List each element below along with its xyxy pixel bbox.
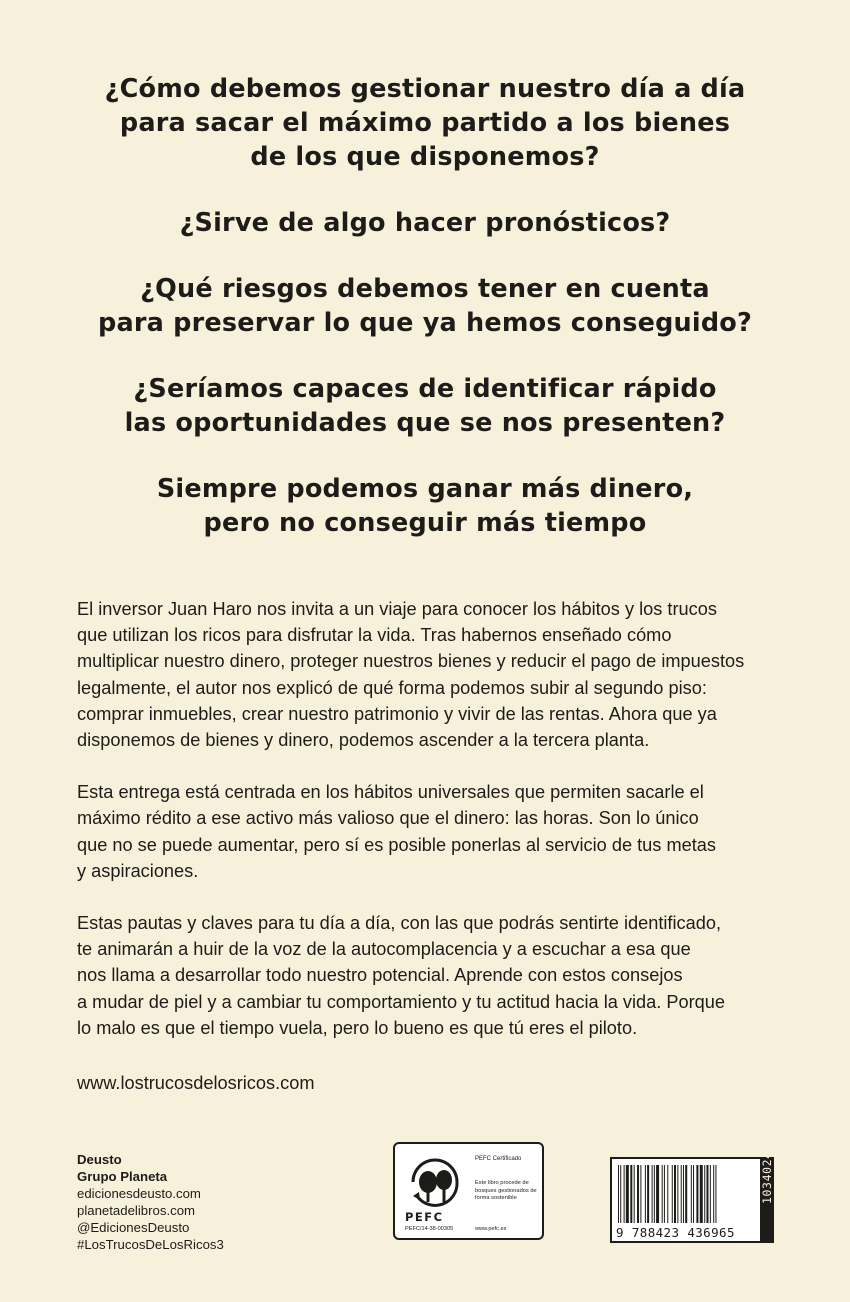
question-4 bbox=[0, 372, 850, 440]
question-line: para preservar lo que ya hemos conseguido? bbox=[98, 308, 752, 338]
pefc-trees-icon bbox=[403, 1152, 467, 1210]
isbn-barcode bbox=[610, 1157, 774, 1243]
barcode-bar bbox=[647, 1165, 649, 1223]
question-line: las oportunidades que se nos presenten? bbox=[124, 408, 726, 438]
tagline-line: Siempre podemos ganar más dinero, bbox=[156, 474, 694, 504]
text-line: El inversor Juan Haro nos invita a un viaje para conocer los hábitos y los trucos bbox=[77, 599, 717, 619]
publisher-block bbox=[77, 1151, 224, 1253]
barcode-bar bbox=[693, 1165, 694, 1223]
barcode-bar bbox=[667, 1165, 668, 1223]
barcode-bar bbox=[677, 1165, 678, 1223]
question-line: ¿Qué riesgos debemos tener en cuenta bbox=[140, 274, 710, 304]
barcode-bar bbox=[710, 1165, 711, 1223]
pefc-wordmark: PEFC bbox=[405, 1210, 444, 1224]
questions-block bbox=[0, 72, 850, 572]
question-line: para sacar el máximo partido a los bienes bbox=[119, 108, 731, 138]
barcode-bar bbox=[700, 1165, 703, 1223]
text-line: a mudar de piel y a cambiar tu comportamiento y tu actitud hacia la vida. Porque bbox=[77, 991, 726, 1012]
barcode-bar bbox=[681, 1165, 682, 1223]
text-line: que utilizan los ricos para disfrutar la vida. Tras habernos enseñado cómo bbox=[77, 625, 672, 646]
barcode-bars bbox=[616, 1163, 756, 1223]
question-1 bbox=[0, 72, 850, 174]
isbn-number: 9 788423 436965 bbox=[616, 1225, 735, 1240]
text-line: te animarán a huir de la voz de la autocomplacencia y a escuchar a esa que bbox=[77, 939, 691, 960]
question-line: ¿Cómo debemos gestionar nuestro día a día bbox=[104, 74, 746, 104]
barcode-bar bbox=[672, 1165, 673, 1223]
question-line: de los que disponemos? bbox=[250, 142, 600, 172]
barcode-bar bbox=[620, 1165, 621, 1223]
barcode-bar bbox=[618, 1165, 619, 1223]
question-3 bbox=[0, 272, 850, 340]
question-line: ¿Seríamos capaces de identificar rápido bbox=[133, 374, 717, 404]
barcode-bar bbox=[685, 1165, 687, 1223]
text-line: comprar inmuebles, crear nuestro patrimonio y vivir de las rentas. Ahora que ya bbox=[77, 703, 717, 724]
barcode-bar bbox=[706, 1165, 708, 1223]
barcode-bar bbox=[656, 1165, 659, 1223]
pefc-certified-text: PEFC Certificado bbox=[475, 1156, 522, 1162]
barcode-bar bbox=[696, 1165, 698, 1223]
text-line: y aspiraciones. bbox=[77, 860, 199, 881]
synopsis-paragraph-1 bbox=[77, 596, 797, 753]
product-code: 10340245 bbox=[760, 1143, 774, 1204]
hashtag: #LosTrucosDeLosRicos3 bbox=[77, 1237, 224, 1252]
planeta-site-link[interactable]: planetadelibros.com bbox=[77, 1203, 196, 1218]
pefc-certification-label bbox=[393, 1142, 544, 1240]
text-line: que no se puede aumentar, pero sí es posible ponerlas al servicio de tus metas bbox=[77, 834, 716, 855]
barcode-bar bbox=[626, 1165, 629, 1223]
barcode-bar bbox=[634, 1165, 635, 1223]
question-2 bbox=[0, 206, 850, 240]
text-line: máximo rédito a ese activo más valioso que el dinero: las horas. Son lo único bbox=[77, 808, 699, 829]
publisher-group: Grupo Planeta bbox=[77, 1169, 168, 1184]
text-line: disponemos de bienes y dinero, podemos ascender a la tercera planta. bbox=[77, 730, 650, 751]
barcode-bar bbox=[654, 1165, 655, 1223]
synopsis-paragraph-3 bbox=[77, 910, 797, 1041]
pefc-url: www.pefc.es bbox=[475, 1226, 507, 1232]
text-line: multiplicar nuestro dinero, proteger nuestros bienes y reducir el pago de impuestos bbox=[77, 651, 745, 672]
pefc-code: PEFC/14-38-00305 bbox=[405, 1226, 454, 1232]
pefc-description: Este libro procede de bosques gestionados de forma sostenible bbox=[475, 1180, 537, 1202]
barcode-bar bbox=[691, 1165, 692, 1223]
tagline bbox=[0, 472, 850, 540]
synopsis bbox=[77, 596, 797, 1067]
book-website-link[interactable]: www.lostrucosdelosricos.com bbox=[77, 1073, 315, 1093]
barcode-bar bbox=[652, 1165, 653, 1223]
barcode-bar bbox=[713, 1165, 714, 1223]
text-line: Estas pautas y claves para tu día a día, con las que podrás sentirte identificado, bbox=[77, 913, 722, 934]
barcode-bar bbox=[683, 1165, 684, 1223]
barcode-bar bbox=[640, 1165, 641, 1223]
tagline-line: pero no conseguir más tiempo bbox=[203, 508, 647, 538]
publisher-name: Deusto bbox=[77, 1152, 122, 1167]
publisher-site-link[interactable]: edicionesdeusto.com bbox=[77, 1186, 201, 1201]
barcode-bar bbox=[664, 1165, 665, 1223]
text-line: lo malo es que el tiempo vuela, pero lo bueno es que tú eres el piloto. bbox=[77, 1017, 638, 1038]
social-handle: @EdicionesDeusto bbox=[77, 1220, 190, 1235]
barcode-bar bbox=[674, 1165, 676, 1223]
text-line: nos llama a desarrollar todo nuestro potencial. Aprende con estos consejos bbox=[77, 965, 683, 986]
text-line: legalmente, el autor nos explicó de qué forma podemos subir al segundo piso: bbox=[77, 677, 707, 698]
barcode-bar bbox=[637, 1165, 639, 1223]
barcode-bar bbox=[624, 1165, 625, 1223]
barcode-bar bbox=[715, 1165, 716, 1223]
barcode-bar bbox=[704, 1165, 705, 1223]
barcode-bar bbox=[630, 1165, 632, 1223]
text-line: Esta entrega está centrada en los hábitos universales que permiten sacarle el bbox=[77, 782, 704, 803]
synopsis-paragraph-2 bbox=[77, 779, 797, 884]
barcode-bar bbox=[662, 1165, 663, 1223]
barcode-bar bbox=[645, 1165, 646, 1223]
question-line: ¿Sirve de algo hacer pronósticos? bbox=[179, 208, 671, 238]
